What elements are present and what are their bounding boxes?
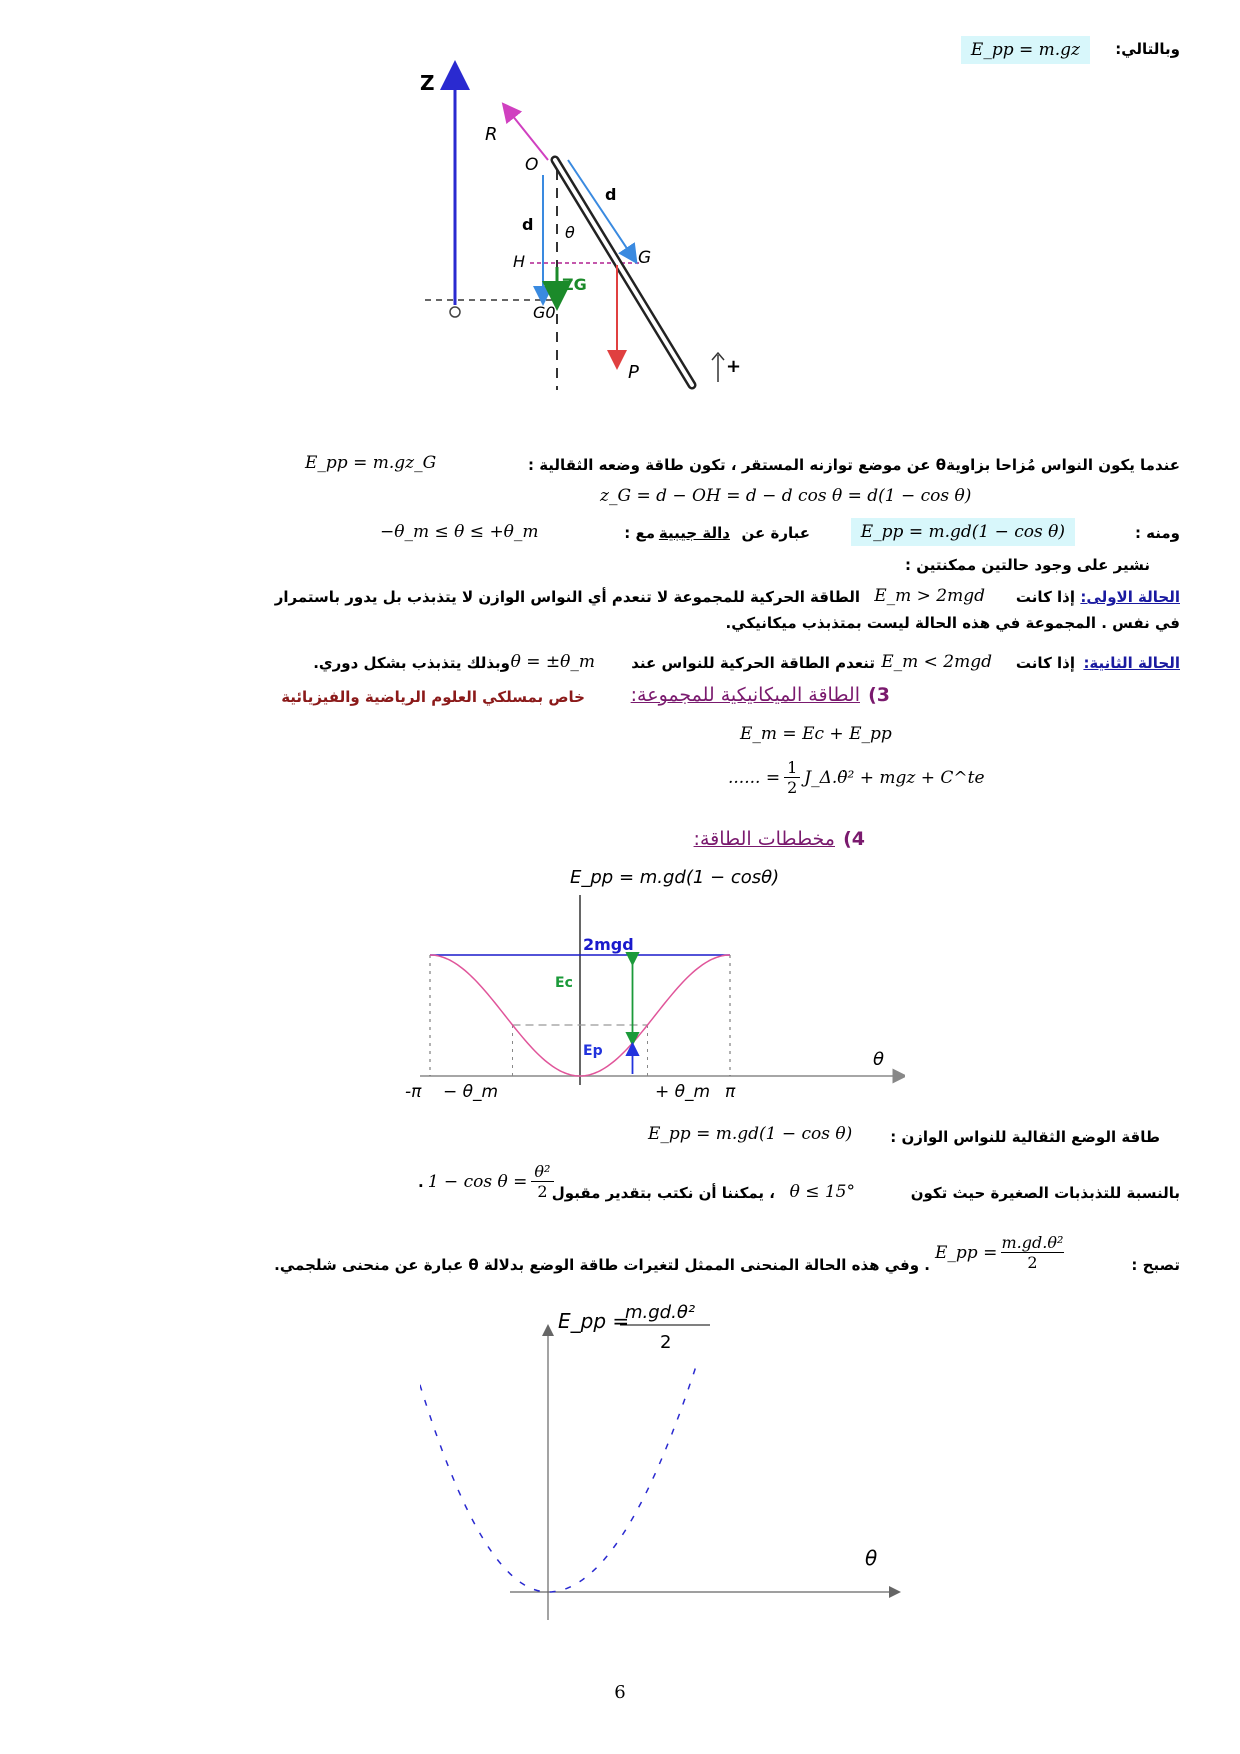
para2-with: مع : bbox=[624, 524, 655, 542]
energy-x-label: θ bbox=[873, 1049, 885, 1070]
ep-label: Ep bbox=[583, 1043, 603, 1059]
case1-formula: E_m > 2mgd bbox=[874, 586, 985, 606]
becomes-den: 2 bbox=[1001, 1252, 1063, 1272]
origin-marker bbox=[450, 307, 460, 317]
para2-text: عبارة عن bbox=[741, 524, 810, 542]
section3-note: خاص بمسلكي العلوم الرياضية والفيزيائية bbox=[281, 688, 585, 706]
reaction-arrow bbox=[508, 110, 548, 160]
becomes-formula-left: E_pp = bbox=[935, 1242, 998, 1263]
caption1-formula: E_pp = m.gd(1 − cos θ) bbox=[648, 1124, 853, 1144]
para1-text: عندما يكون النواس مُزاحا بزاويةθ عن موضع توازنه المستقر ، تكون طاقة وضعه الثقالية : bbox=[527, 456, 1180, 474]
formula-b-den: 2 bbox=[531, 1181, 553, 1201]
formula-b-fraction bbox=[531, 1162, 553, 1201]
case1-title: الحالة الاولى: bbox=[1080, 588, 1180, 606]
parabola-chart bbox=[420, 1300, 920, 1630]
energy-chart bbox=[405, 855, 905, 1125]
r-label: R bbox=[485, 124, 498, 145]
parabola-x-label: θ bbox=[865, 1546, 878, 1570]
becomes-label: تصبح : bbox=[1131, 1256, 1180, 1274]
caption1-text: طاقة الوضع الثقالية للنواس الوازن : bbox=[890, 1128, 1160, 1146]
section3-eq2 bbox=[728, 758, 985, 797]
case1-text-c: في نفس . المجموعة في هذه الحالة ليست بمتذبذب ميكانيكي. bbox=[725, 614, 1180, 632]
formula-b-num: θ² bbox=[534, 1162, 551, 1181]
wa-minhu-label: ومنه : bbox=[1134, 524, 1180, 542]
theta-label: θ bbox=[565, 223, 575, 242]
page-number: 6 bbox=[614, 1682, 626, 1703]
plus-label: + bbox=[726, 356, 742, 377]
d-label-top: d bbox=[605, 185, 617, 204]
section4-title: مخططات الطاقة: bbox=[693, 828, 835, 850]
h-label: H bbox=[513, 252, 526, 271]
pendulum-figure bbox=[420, 60, 780, 400]
energy-y-label: E_pp = m.gd(1 − cosθ) bbox=[570, 867, 780, 888]
eq2-num: 1 bbox=[787, 758, 798, 777]
becomes-text: . وفي هذه الحالة المنحنى الممثل لتغيرات طاقة الوضع بدلالة θ عبارة عن منحنى شلجمي. bbox=[274, 1256, 930, 1274]
o-label: O bbox=[525, 155, 539, 175]
eq2-prefix: ...... = bbox=[728, 767, 781, 788]
eq2-rest: J_Δ.θ̇² + mgz + C^te bbox=[804, 767, 985, 788]
tick-neg-pi: -π bbox=[405, 1082, 422, 1102]
para1-formula: E_pp = m.gz_G bbox=[305, 453, 437, 473]
parabola-y-label-num: m.gd.θ² bbox=[625, 1302, 696, 1323]
eq2-fraction bbox=[784, 758, 800, 797]
parabola-y-label-den: 2 bbox=[660, 1332, 672, 1353]
small-osc-formula-a: θ ≤ 15° bbox=[789, 1182, 855, 1202]
p-label: P bbox=[628, 362, 639, 383]
rotation-icon bbox=[712, 353, 724, 382]
note-text: نشير على وجود حالتين ممكنتين : bbox=[905, 556, 1150, 574]
section4-number: 4) bbox=[843, 828, 865, 850]
small-osc-end: . bbox=[418, 1172, 424, 1191]
case2-text-b: تنعدم الطاقة الحركية للنواس عند bbox=[631, 654, 875, 672]
case2-formula2: θ = ±θ_m bbox=[510, 652, 595, 672]
small-osc-text-a: بالنسبة للتذبذبات الصغيرة حيث تكون bbox=[910, 1184, 1180, 1202]
case2-formula: E_m < 2mgd bbox=[881, 652, 992, 672]
zg-formula: z_G = d − OH = d − d cos θ = d(1 − cos θ) bbox=[600, 486, 972, 506]
case2-text-a: إذا كانت bbox=[1015, 654, 1075, 672]
becomes-num: m.gd.θ² bbox=[1001, 1233, 1064, 1252]
para2-range: −θ_m ≤ θ ≤ +θ_m bbox=[380, 522, 539, 542]
top-label: وبالتالي: bbox=[1115, 40, 1180, 58]
case1-text-b: الطاقة الحركية للمجموعة لا تنعدم أي النواس الوازن لا يتذبذب بل يدور باستمرار bbox=[274, 588, 860, 606]
section3-title: الطاقة الميكانيكية للمجموعة: bbox=[630, 684, 860, 706]
top-formula: E_pp = m.gz bbox=[961, 36, 1090, 64]
tick-neg-theta-m: − θ_m bbox=[443, 1082, 499, 1102]
ec-label: Ec bbox=[555, 975, 573, 991]
small-osc-formula-b bbox=[418, 1162, 554, 1201]
energy-level-label: 2mgd bbox=[583, 935, 634, 954]
becomes-formula bbox=[935, 1233, 1064, 1272]
becomes-fraction bbox=[1001, 1233, 1063, 1272]
para2-formula: E_pp = m.gd(1 − cos θ) bbox=[851, 518, 1075, 546]
d-label-left: d bbox=[522, 215, 534, 234]
case2-title: الحالة الثانية: bbox=[1083, 654, 1180, 672]
parabola-y-label-left: E_pp = bbox=[558, 1309, 630, 1333]
case1-text-a: إذا كانت bbox=[1015, 588, 1075, 606]
formula-b-left: 1 − cos θ = bbox=[427, 1171, 528, 1192]
parabola-curve bbox=[420, 1308, 698, 1592]
g-label: G bbox=[638, 248, 652, 268]
tick-pos-theta-m: + θ_m bbox=[655, 1082, 711, 1102]
g0-label: G0 bbox=[533, 303, 556, 322]
para2-underlined: دالة جيبية bbox=[658, 524, 730, 542]
section3-eq1: E_m = Ec + E_pp bbox=[740, 724, 892, 744]
z-axis-label: Z bbox=[420, 71, 435, 95]
tick-pi: π bbox=[725, 1082, 736, 1102]
case2-text-c: وبذلك يتذبذب بشكل دوري. bbox=[313, 654, 510, 672]
section3-number: 3) bbox=[868, 684, 890, 706]
zg-label: ZG bbox=[562, 275, 587, 294]
eq2-den: 2 bbox=[784, 777, 800, 797]
small-osc-text-b: ، يمكننا أن نكتب بتقدير مقبول bbox=[551, 1184, 775, 1202]
